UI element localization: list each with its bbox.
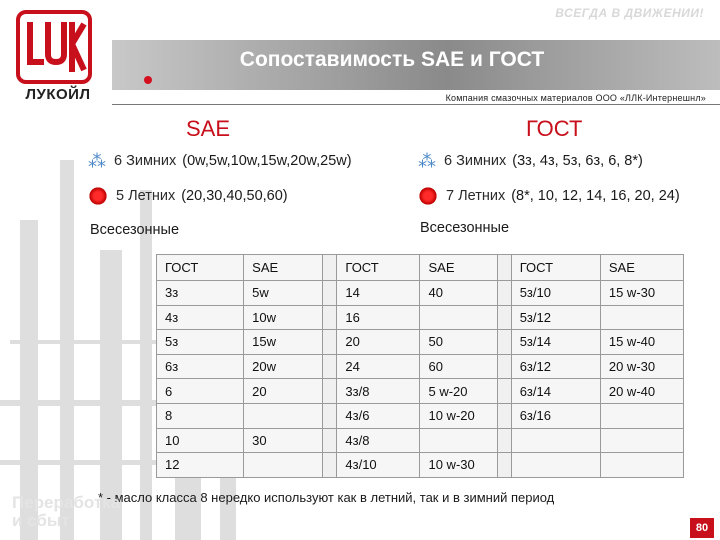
table-cell: 20w — [244, 354, 323, 379]
table-cell — [244, 453, 323, 478]
sae-summer-values: (20,30,40,50,60) — [181, 188, 288, 204]
table-row — [157, 305, 684, 330]
page-title: Сопоставимость SAE и ГОСТ — [239, 48, 545, 71]
table-header-cell: SAE — [420, 255, 497, 281]
table-cell: 4з/6 — [337, 403, 420, 428]
company-subtitle: Компания смазочных материалов ООО «ЛЛК-Интернешнл» — [445, 93, 706, 103]
section-watermark — [12, 494, 120, 530]
table-header-cell: SAE — [600, 255, 683, 281]
gost-sae-comparison-table — [156, 254, 684, 478]
brand-name: ЛУКОЙЛ — [25, 86, 91, 103]
table-cell: 24 — [337, 354, 420, 379]
table-cell: 10 w-20 — [420, 403, 497, 428]
table-cell — [600, 428, 683, 453]
table-cell: 5з/14 — [511, 330, 600, 355]
table-cell: 3з/8 — [337, 379, 420, 404]
table-cell: 5з/10 — [511, 281, 600, 306]
table-cell: 20 — [244, 379, 323, 404]
gost-summer-count: 7 Летних — [446, 188, 506, 204]
table-cell: 12 — [157, 453, 244, 478]
table-cell — [511, 428, 600, 453]
lukoil-logo — [16, 10, 92, 84]
table-cell: 20 — [337, 330, 420, 355]
table-cell: 5з — [157, 330, 244, 355]
table-cell: 10 — [157, 428, 244, 453]
snowflake-icon: ⁂ — [418, 151, 436, 171]
snowflake-icon: ⁂ — [88, 151, 106, 171]
table-row — [157, 354, 684, 379]
table-cell: 15w — [244, 330, 323, 355]
sae-summer-line — [88, 186, 288, 206]
table-cell — [600, 305, 683, 330]
sae-winter-values: (0w,5w,10w,15w,20w,25w) — [182, 153, 352, 169]
table-row — [157, 403, 684, 428]
table-row — [157, 453, 684, 478]
sun-icon — [418, 186, 438, 206]
brand-slogan: ВСЕГДА В ДВИЖЕНИИ! — [555, 6, 704, 20]
table-cell: 60 — [420, 354, 497, 379]
table-cell: 20 w-30 — [600, 354, 683, 379]
sae-winter-line — [88, 152, 352, 170]
table-cell: 4з/10 — [337, 453, 420, 478]
table-row — [157, 379, 684, 404]
table-cell: 40 — [420, 281, 497, 306]
gost-winter-values: (3з, 4з, 5з, 6з, 6, 8*) — [512, 153, 643, 169]
table-cell: 20 w-40 — [600, 379, 683, 404]
table-cell: 6з — [157, 354, 244, 379]
table-cell — [600, 403, 683, 428]
gost-heading: ГОСТ — [526, 116, 583, 141]
table-cell: 30 — [244, 428, 323, 453]
accent-dot — [144, 76, 152, 84]
table-row — [157, 281, 684, 306]
sae-winter-count: 6 Зимних — [114, 153, 177, 169]
gost-summer-values: (8*, 10, 12, 14, 16, 20, 24) — [511, 188, 680, 204]
table-cell — [420, 305, 497, 330]
page-number: 80 — [690, 518, 714, 538]
watermark-line-2: и сбыт — [12, 510, 70, 530]
table-cell: 4з — [157, 305, 244, 330]
table-cell: 4з/8 — [337, 428, 420, 453]
table-header-cell: ГОСТ — [511, 255, 600, 281]
table-cell: 14 — [337, 281, 420, 306]
table-header-cell: SAE — [244, 255, 323, 281]
gost-all-season: Всесезонные — [420, 220, 510, 236]
table-cell — [600, 453, 683, 478]
table-cell: 5з/12 — [511, 305, 600, 330]
sae-summer-count: 5 Летних — [116, 188, 176, 204]
table-cell: 6з/12 — [511, 354, 600, 379]
table-cell — [511, 453, 600, 478]
sun-icon — [88, 186, 108, 206]
footnote: * - масло класса 8 нередко используют как в летний, так и в зимний период — [98, 490, 555, 505]
sae-heading: SAE — [186, 116, 231, 141]
table-cell: 10w — [244, 305, 323, 330]
watermark-line-1: Переработка — [12, 493, 121, 512]
gost-winter-count: 6 Зимних — [444, 153, 507, 169]
table-header-cell: ГОСТ — [337, 255, 420, 281]
sae-all-season: Всесезонные — [90, 222, 180, 238]
gost-summer-line — [418, 186, 680, 206]
table-row — [157, 428, 684, 453]
table-cell: 5w — [244, 281, 323, 306]
table-header-cell: ГОСТ — [157, 255, 244, 281]
table-row — [157, 330, 684, 355]
table-cell: 15 w-40 — [600, 330, 683, 355]
table-cell: 50 — [420, 330, 497, 355]
table-cell — [420, 428, 497, 453]
lukoil-logo-mark-icon — [20, 14, 88, 80]
table-cell: 6з/14 — [511, 379, 600, 404]
gost-winter-line — [418, 152, 643, 170]
table-cell: 15 w-30 — [600, 281, 683, 306]
header-divider — [112, 104, 720, 105]
table-cell: 6з/16 — [511, 403, 600, 428]
table-cell: 16 — [337, 305, 420, 330]
table-cell — [244, 403, 323, 428]
table-cell: 6 — [157, 379, 244, 404]
table-header-row — [157, 255, 684, 281]
table-cell: 8 — [157, 403, 244, 428]
table-cell: 3з — [157, 281, 244, 306]
table-cell: 10 w-30 — [420, 453, 497, 478]
table-cell: 5 w-20 — [420, 379, 497, 404]
